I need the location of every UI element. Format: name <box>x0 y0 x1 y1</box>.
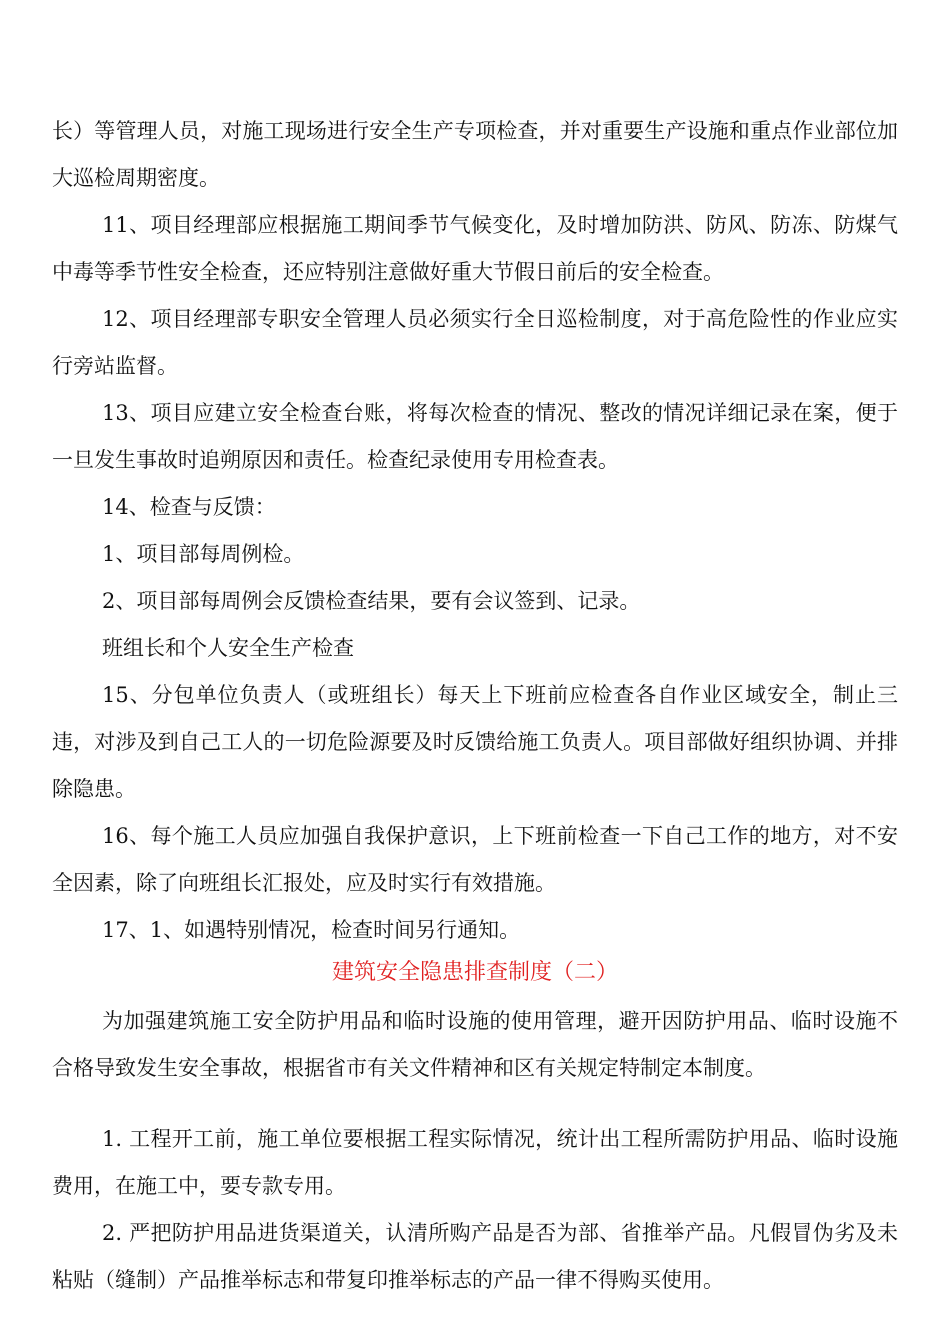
paragraph-12: 12、项目经理部专职安全管理人员必须实行全日巡检制度，对于高危险性的作业应实行旁站监督。 <box>52 307 898 378</box>
paragraph-10-continued: 长）等管理人员，对施工现场进行安全生产专项检查，并对重要生产设施和重点作业部位加大巡检周期密度。 <box>52 119 898 190</box>
paragraph-14: 14、检查与反馈： <box>102 495 276 519</box>
list-item-2: 2. 严把防护用品进货渠道关，认清所购产品是否为部、省推举产品。凡假冒伪劣及未粘贴（缝制）产品推举标志和带复印推举标志的产品一律不得购买使用。 <box>52 1221 898 1292</box>
paragraph-15: 15、分包单位负责人（或班组长）每天上下班前应检查各自作业区域安全，制止三违，对涉及到自己工人的一切危险源要及时反馈给施工负责人。项目部做好组织协调、并排除隐患。 <box>52 683 898 801</box>
section-title: 建筑安全隐患排查制度（二） <box>331 960 618 985</box>
paragraph-14-item-2: 2、项目部每周例会反馈检查结果，要有会议签到、记录。 <box>102 589 641 613</box>
paragraph-16: 16、每个施工人员应加强自我保护意识，上下班前检查一下自己工作的地方，对不安全因素，除了向班组长汇报处，应及时实行有效措施。 <box>52 824 898 895</box>
paragraph-17: 17、1、如遇特别情况，检查时间另行通知。 <box>102 918 521 942</box>
paragraph-13: 13、项目应建立安全检查台账，将每次检查的情况、整改的情况详细记录在案，便于一旦发生事故时追朔原因和责任。检查纪录使用专用检查表。 <box>52 401 898 472</box>
subheading-team-check: 班组长和个人安全生产检查 <box>102 636 354 660</box>
intro-paragraph: 为加强建筑施工安全防护用品和临时设施的使用管理，避开因防护用品、临时设施不合格导致发生安全事故，根据省市有关文件精神和区有关规定特制定本制度。 <box>52 1009 898 1080</box>
list-item-1: 1. 工程开工前，施工单位要根据工程实际情况，统计出工程所需防护用品、临时设施费用，在施工中，要专款专用。 <box>52 1127 898 1198</box>
paragraph-11: 11、项目经理部应根据施工期间季节气候变化，及时增加防洪、防风、防冻、防煤气中毒等季节性安全检查，还应特别注意做好重大节假日前后的安全检查。 <box>52 213 898 284</box>
paragraph-14-item-1: 1、项目部每周例检。 <box>102 542 305 566</box>
